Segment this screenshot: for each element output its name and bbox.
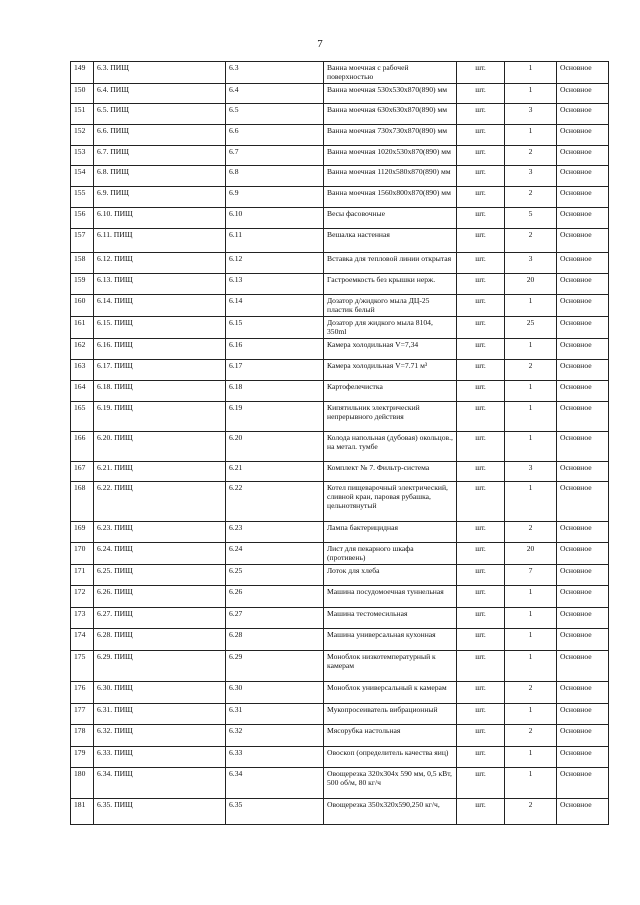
item-code: 6.33. ПИЩ	[94, 747, 226, 768]
item-name: Вешалка настенная	[324, 229, 457, 253]
item-subcode: 6.21	[226, 462, 324, 482]
item-subcode: 6.9	[226, 187, 324, 208]
item-code: 6.35. ПИЩ	[94, 799, 226, 825]
item-code: 6.7. ПИЩ	[94, 146, 226, 166]
item-unit: шт.	[457, 799, 505, 825]
item-type: Основное	[557, 253, 609, 274]
item-type: Основное	[557, 747, 609, 768]
item-quantity: 2	[505, 146, 557, 166]
item-type: Основное	[557, 482, 609, 522]
item-subcode: 6.4	[226, 84, 324, 104]
item-type: Основное	[557, 166, 609, 187]
page-number: 7	[317, 38, 323, 50]
item-subcode: 6.16	[226, 339, 324, 360]
row-number: 161	[71, 317, 94, 339]
item-name: Комплект № 7. Фильтр-система	[324, 462, 457, 482]
item-subcode: 6.3	[226, 62, 324, 84]
item-type: Основное	[557, 381, 609, 402]
item-code: 6.26. ПИЩ	[94, 586, 226, 608]
item-name: Кипятильник электрический непрерывного действия	[324, 402, 457, 432]
equipment-table	[70, 61, 609, 825]
table-row	[71, 522, 609, 543]
row-number: 173	[71, 608, 94, 629]
item-type: Основное	[557, 339, 609, 360]
item-name: Ванна моечная 730х730х870(890) мм	[324, 125, 457, 146]
item-unit: шт.	[457, 543, 505, 565]
item-type: Основное	[557, 768, 609, 799]
item-code: 6.34. ПИЩ	[94, 768, 226, 799]
item-subcode: 6.27	[226, 608, 324, 629]
item-code: 6.16. ПИЩ	[94, 339, 226, 360]
table-row	[71, 543, 609, 565]
item-code: 6.18. ПИЩ	[94, 381, 226, 402]
item-quantity: 1	[505, 62, 557, 84]
item-unit: шт.	[457, 462, 505, 482]
item-type: Основное	[557, 608, 609, 629]
item-type: Основное	[557, 295, 609, 317]
item-quantity: 1	[505, 482, 557, 522]
item-name: Картофелечистка	[324, 381, 457, 402]
item-code: 6.21. ПИЩ	[94, 462, 226, 482]
item-subcode: 6.15	[226, 317, 324, 339]
item-quantity: 3	[505, 462, 557, 482]
item-name: Моноблок низкотемпературный к камерам	[324, 651, 457, 682]
item-code: 6.14. ПИЩ	[94, 295, 226, 317]
table-row	[71, 704, 609, 725]
item-type: Основное	[557, 522, 609, 543]
item-name: Овощерезка 320х304х 590 мм, 0,5 кВт, 500 об/м, 80 кг/ч	[324, 768, 457, 799]
item-code: 6.24. ПИЩ	[94, 543, 226, 565]
item-subcode: 6.22	[226, 482, 324, 522]
row-number: 177	[71, 704, 94, 725]
item-name: Ванна моечная 1560х800х870(890) мм	[324, 187, 457, 208]
item-unit: шт.	[457, 381, 505, 402]
table-row	[71, 608, 609, 629]
table-row	[71, 360, 609, 381]
item-code: 6.6. ПИЩ	[94, 125, 226, 146]
item-quantity: 1	[505, 768, 557, 799]
item-unit: шт.	[457, 84, 505, 104]
item-unit: шт.	[457, 565, 505, 586]
item-type: Основное	[557, 104, 609, 125]
item-name: Лампа бактерицидная	[324, 522, 457, 543]
item-subcode: 6.17	[226, 360, 324, 381]
item-subcode: 6.5	[226, 104, 324, 125]
item-subcode: 6.28	[226, 629, 324, 651]
item-name: Овощерезка 350х320х590,250 кг/ч,	[324, 799, 457, 825]
item-quantity: 1	[505, 339, 557, 360]
item-type: Основное	[557, 629, 609, 651]
item-quantity: 1	[505, 586, 557, 608]
row-number: 149	[71, 62, 94, 84]
item-unit: шт.	[457, 146, 505, 166]
row-number: 167	[71, 462, 94, 482]
item-unit: шт.	[457, 402, 505, 432]
item-name: Лоток для хлеба	[324, 565, 457, 586]
item-type: Основное	[557, 651, 609, 682]
table-row	[71, 402, 609, 432]
item-code: 6.22. ПИЩ	[94, 482, 226, 522]
item-unit: шт.	[457, 166, 505, 187]
item-quantity: 20	[505, 543, 557, 565]
item-type: Основное	[557, 274, 609, 295]
table-row	[71, 565, 609, 586]
item-quantity: 1	[505, 125, 557, 146]
row-number: 150	[71, 84, 94, 104]
table-row	[71, 274, 609, 295]
item-type: Основное	[557, 208, 609, 229]
item-name: Мясорубка настольная	[324, 725, 457, 747]
item-subcode: 6.34	[226, 768, 324, 799]
item-unit: шт.	[457, 187, 505, 208]
item-quantity: 3	[505, 104, 557, 125]
item-code: 6.30. ПИЩ	[94, 682, 226, 704]
item-name: Машина посудомоечная туннельная	[324, 586, 457, 608]
table-row	[71, 62, 609, 84]
item-name: Машина тестомесильная	[324, 608, 457, 629]
item-unit: шт.	[457, 608, 505, 629]
item-name: Камера холодильная V=7.71 м³	[324, 360, 457, 381]
item-subcode: 6.18	[226, 381, 324, 402]
item-unit: шт.	[457, 62, 505, 84]
row-number: 168	[71, 482, 94, 522]
row-number: 172	[71, 586, 94, 608]
item-type: Основное	[557, 146, 609, 166]
item-name: Ванна моечная 1020х530х870(890) мм	[324, 146, 457, 166]
item-unit: шт.	[457, 704, 505, 725]
item-subcode: 6.14	[226, 295, 324, 317]
item-name: Ванна моечная с рабочей поверхностью	[324, 62, 457, 84]
item-subcode: 6.26	[226, 586, 324, 608]
item-quantity: 3	[505, 253, 557, 274]
item-code: 6.3. ПИЩ	[94, 62, 226, 84]
item-subcode: 6.29	[226, 651, 324, 682]
row-number: 154	[71, 166, 94, 187]
item-code: 6.8. ПИЩ	[94, 166, 226, 187]
item-quantity: 2	[505, 187, 557, 208]
table-row	[71, 651, 609, 682]
row-number: 180	[71, 768, 94, 799]
table-row	[71, 768, 609, 799]
row-number: 153	[71, 146, 94, 166]
item-quantity: 1	[505, 381, 557, 402]
item-subcode: 6.25	[226, 565, 324, 586]
table-row	[71, 253, 609, 274]
item-type: Основное	[557, 462, 609, 482]
row-number: 166	[71, 432, 94, 462]
row-number: 170	[71, 543, 94, 565]
item-name: Ванна моечная 530х530х870(890) мм	[324, 84, 457, 104]
table-row	[71, 629, 609, 651]
table-row	[71, 229, 609, 253]
item-type: Основное	[557, 62, 609, 84]
item-unit: шт.	[457, 339, 505, 360]
row-number: 179	[71, 747, 94, 768]
row-number: 165	[71, 402, 94, 432]
item-unit: шт.	[457, 360, 505, 381]
item-subcode: 6.8	[226, 166, 324, 187]
item-subcode: 6.33	[226, 747, 324, 768]
item-code: 6.28. ПИЩ	[94, 629, 226, 651]
item-type: Основное	[557, 84, 609, 104]
item-quantity: 1	[505, 295, 557, 317]
item-unit: шт.	[457, 208, 505, 229]
item-code: 6.5. ПИЩ	[94, 104, 226, 125]
item-unit: шт.	[457, 768, 505, 799]
item-code: 6.15. ПИЩ	[94, 317, 226, 339]
table-row	[71, 317, 609, 339]
table-row	[71, 295, 609, 317]
row-number: 163	[71, 360, 94, 381]
table-row	[71, 208, 609, 229]
row-number: 160	[71, 295, 94, 317]
row-number: 156	[71, 208, 94, 229]
item-subcode: 6.11	[226, 229, 324, 253]
table-row	[71, 187, 609, 208]
table-row	[71, 682, 609, 704]
table-row	[71, 125, 609, 146]
item-subcode: 6.19	[226, 402, 324, 432]
row-number: 178	[71, 725, 94, 747]
item-quantity: 2	[505, 682, 557, 704]
item-type: Основное	[557, 682, 609, 704]
table-row	[71, 462, 609, 482]
item-type: Основное	[557, 317, 609, 339]
item-unit: шт.	[457, 522, 505, 543]
table-row	[71, 432, 609, 462]
item-type: Основное	[557, 402, 609, 432]
row-number: 181	[71, 799, 94, 825]
item-unit: шт.	[457, 274, 505, 295]
item-quantity: 1	[505, 432, 557, 462]
item-subcode: 6.20	[226, 432, 324, 462]
item-subcode: 6.35	[226, 799, 324, 825]
table-row	[71, 146, 609, 166]
table-row	[71, 339, 609, 360]
item-code: 6.20. ПИЩ	[94, 432, 226, 462]
table-row	[71, 586, 609, 608]
item-quantity: 2	[505, 360, 557, 381]
item-quantity: 2	[505, 799, 557, 825]
item-type: Основное	[557, 799, 609, 825]
item-unit: шт.	[457, 253, 505, 274]
row-number: 155	[71, 187, 94, 208]
item-unit: шт.	[457, 229, 505, 253]
item-unit: шт.	[457, 651, 505, 682]
row-number: 175	[71, 651, 94, 682]
table-row	[71, 381, 609, 402]
item-subcode: 6.32	[226, 725, 324, 747]
item-quantity: 2	[505, 522, 557, 543]
item-name: Весы фасовочные	[324, 208, 457, 229]
item-subcode: 6.10	[226, 208, 324, 229]
row-number: 151	[71, 104, 94, 125]
item-type: Основное	[557, 586, 609, 608]
item-name: Лист для пекарного шкафа (противень)	[324, 543, 457, 565]
table-row	[71, 482, 609, 522]
item-name: Ванна моечная 630х630х870(890) мм	[324, 104, 457, 125]
item-name: Гастроемкость без крышки нерж.	[324, 274, 457, 295]
item-quantity: 1	[505, 402, 557, 432]
item-type: Основное	[557, 432, 609, 462]
item-code: 6.31. ПИЩ	[94, 704, 226, 725]
row-number: 157	[71, 229, 94, 253]
item-code: 6.19. ПИЩ	[94, 402, 226, 432]
item-code: 6.27. ПИЩ	[94, 608, 226, 629]
table-row	[71, 747, 609, 768]
item-unit: шт.	[457, 295, 505, 317]
row-number: 159	[71, 274, 94, 295]
item-unit: шт.	[457, 747, 505, 768]
item-name: Овоскоп (определитель качества яиц)	[324, 747, 457, 768]
table-row	[71, 799, 609, 825]
item-subcode: 6.30	[226, 682, 324, 704]
item-subcode: 6.31	[226, 704, 324, 725]
item-quantity: 1	[505, 629, 557, 651]
item-name: Дозатор д/жидкого мыла ДЦ-25 пластик белый	[324, 295, 457, 317]
item-type: Основное	[557, 704, 609, 725]
item-code: 6.17. ПИЩ	[94, 360, 226, 381]
item-quantity: 1	[505, 651, 557, 682]
item-quantity: 1	[505, 608, 557, 629]
item-name: Мукопросеиватель вибрационный	[324, 704, 457, 725]
item-name: Машина универсальная кухонная	[324, 629, 457, 651]
item-quantity: 2	[505, 229, 557, 253]
item-code: 6.12. ПИЩ	[94, 253, 226, 274]
item-unit: шт.	[457, 104, 505, 125]
item-code: 6.32. ПИЩ	[94, 725, 226, 747]
item-quantity: 1	[505, 704, 557, 725]
item-quantity: 25	[505, 317, 557, 339]
item-subcode: 6.13	[226, 274, 324, 295]
item-unit: шт.	[457, 482, 505, 522]
item-type: Основное	[557, 187, 609, 208]
item-type: Основное	[557, 725, 609, 747]
item-code: 6.25. ПИЩ	[94, 565, 226, 586]
item-unit: шт.	[457, 629, 505, 651]
row-number: 162	[71, 339, 94, 360]
item-name: Вставка для тепловой линии открытая	[324, 253, 457, 274]
item-subcode: 6.7	[226, 146, 324, 166]
item-code: 6.4. ПИЩ	[94, 84, 226, 104]
item-subcode: 6.6	[226, 125, 324, 146]
item-code: 6.11. ПИЩ	[94, 229, 226, 253]
table-row	[71, 725, 609, 747]
item-unit: шт.	[457, 125, 505, 146]
item-unit: шт.	[457, 586, 505, 608]
item-name: Камера холодильная V=7,34	[324, 339, 457, 360]
row-number: 174	[71, 629, 94, 651]
item-code: 6.13. ПИЩ	[94, 274, 226, 295]
item-quantity: 3	[505, 166, 557, 187]
item-unit: шт.	[457, 317, 505, 339]
item-subcode: 6.23	[226, 522, 324, 543]
item-type: Основное	[557, 229, 609, 253]
item-code: 6.10. ПИЩ	[94, 208, 226, 229]
table-row	[71, 84, 609, 104]
item-code: 6.23. ПИЩ	[94, 522, 226, 543]
item-name: Котел пищеварочный электрический, сливной кран, паровая рубашка, цельнотянутый	[324, 482, 457, 522]
item-type: Основное	[557, 543, 609, 565]
item-name: Дозатор для жидкого мыла 8104, 350ml	[324, 317, 457, 339]
row-number: 164	[71, 381, 94, 402]
row-number: 169	[71, 522, 94, 543]
row-number: 176	[71, 682, 94, 704]
item-unit: шт.	[457, 432, 505, 462]
item-quantity: 2	[505, 725, 557, 747]
item-quantity: 5	[505, 208, 557, 229]
table-row	[71, 166, 609, 187]
item-subcode: 6.24	[226, 543, 324, 565]
item-name: Моноблок универсальный к камерам	[324, 682, 457, 704]
item-name: Колода напольная (дубовая) окольцов., на метал. тумбе	[324, 432, 457, 462]
item-unit: шт.	[457, 682, 505, 704]
item-name: Ванна моечная 1120х580х870(890) мм	[324, 166, 457, 187]
item-type: Основное	[557, 360, 609, 381]
item-quantity: 1	[505, 747, 557, 768]
item-type: Основное	[557, 565, 609, 586]
row-number: 171	[71, 565, 94, 586]
item-quantity: 1	[505, 84, 557, 104]
item-subcode: 6.12	[226, 253, 324, 274]
item-unit: шт.	[457, 725, 505, 747]
item-code: 6.9. ПИЩ	[94, 187, 226, 208]
item-code: 6.29. ПИЩ	[94, 651, 226, 682]
row-number: 158	[71, 253, 94, 274]
item-type: Основное	[557, 125, 609, 146]
row-number: 152	[71, 125, 94, 146]
table-row	[71, 104, 609, 125]
item-quantity: 20	[505, 274, 557, 295]
item-quantity: 7	[505, 565, 557, 586]
